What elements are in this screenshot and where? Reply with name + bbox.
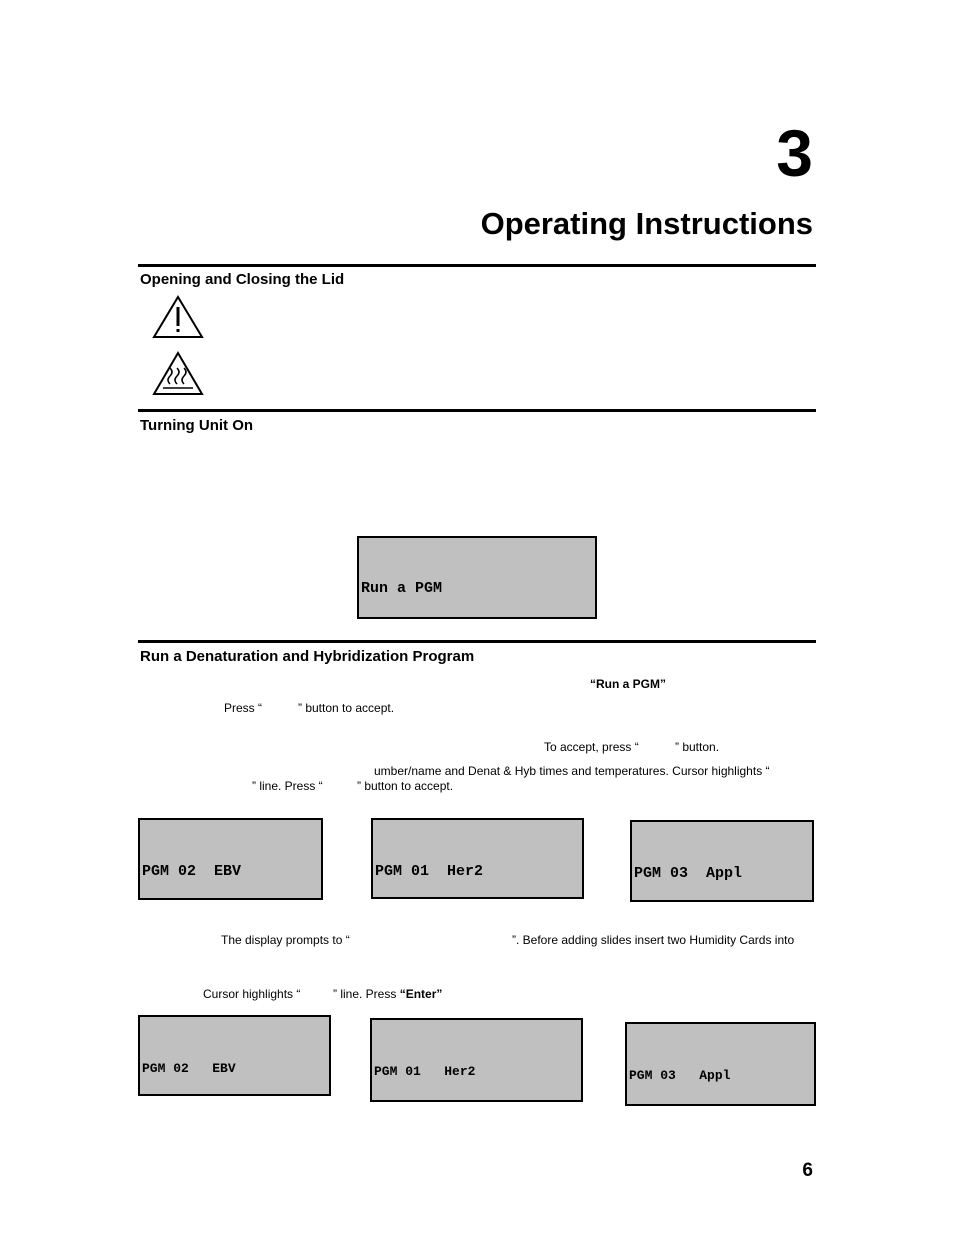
warning-triangle-icon	[151, 294, 205, 340]
display-line: PGM 01 Her2	[375, 863, 484, 880]
button-text: ” button.	[675, 740, 720, 754]
line-press-label: ” line. Press	[333, 987, 400, 1001]
button-accept-text: ” button to accept.	[357, 779, 454, 793]
slide-display-appl	[625, 1022, 816, 1106]
accept-text: ” button to accept.	[298, 701, 395, 715]
program-display-her2	[371, 818, 584, 899]
run-a-pgm-text: “Run a PGM”	[590, 677, 667, 691]
display-line: PGM 02 EBV	[142, 863, 242, 880]
program-display-appl	[630, 820, 814, 902]
program-display-ebv	[138, 818, 323, 900]
line-press-text: ” line. Press “	[252, 779, 323, 793]
page-number: 6	[802, 1160, 813, 1181]
humidity-cards-text: ”. Before adding slides insert two Humidity Cards into	[512, 933, 795, 947]
cursor-highlights-text: Cursor highlights “	[203, 987, 301, 1001]
display-prompts-text: The display prompts to “	[221, 933, 350, 947]
number-name-text: umber/name and Denat & Hyb times and temperatures. Cursor highlights “	[374, 764, 770, 778]
slide-display-her2	[370, 1018, 583, 1102]
enter-label: “Enter”	[399, 987, 443, 1001]
section-heading-run: Run a Denaturation and Hybridization Program	[140, 648, 475, 665]
display-line: PGM 03 Appl	[629, 1068, 731, 1083]
section-heading-lid: Opening and Closing the Lid	[140, 271, 345, 288]
section-divider	[138, 264, 816, 267]
display-line: Run a PGM	[361, 580, 443, 597]
section-divider	[138, 409, 816, 412]
press-text: Press “	[224, 701, 263, 715]
display-line: PGM 02 EBV	[142, 1061, 236, 1076]
hot-surface-icon	[151, 350, 205, 397]
section-divider	[138, 640, 816, 643]
main-menu-display	[357, 536, 597, 619]
section-heading-power: Turning Unit On	[140, 417, 254, 434]
display-line: PGM 01 Her2	[374, 1064, 476, 1079]
chapter-number: 3	[776, 116, 813, 190]
accept-press-text: To accept, press “	[544, 740, 639, 754]
chapter-title: Operating Instructions	[480, 206, 813, 241]
display-line: PGM 03 Appl	[634, 865, 743, 882]
slide-display-ebv	[138, 1015, 331, 1096]
line-press-enter-text	[333, 987, 442, 1001]
